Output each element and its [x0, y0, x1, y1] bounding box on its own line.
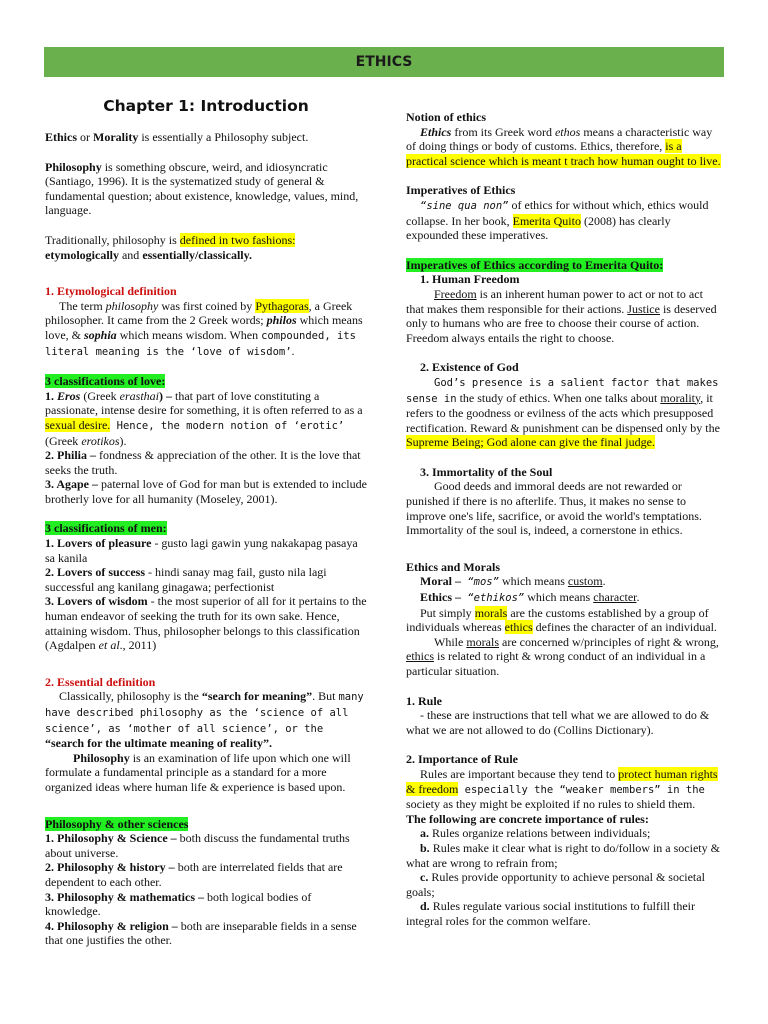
men-item-wisdom: 3. Lovers of wisdom - the most superior of all for it pertains to the human endeavor of seeking the truth for its own sake. Hence, attaining wisdom. Thus, philosopher belongs to this classification (Agdalpen et al., 2011)	[45, 594, 367, 653]
essential-text: Classically, philosophy is the “search for meaning”. But many have described philosophy as the ‘science of all science’, as ‘mother of all science’, or the “search for the ultimate meaning of reality”.	[45, 689, 364, 751]
importance-list-heading: The following are concrete importance of rules:	[406, 811, 649, 826]
love-item-eros: 1. Eros (Greek erasthai) – that part of love constituting a passionate, intense desire for something, it is often referred to as a sexual desire. Hence, the modern notion of ‘erotic’ (Greek erotikos).	[45, 388, 363, 448]
importance-text: Rules are important because they tend to protect human rights & freedom especially the “weaker members” in the society as they might be exploited if no rules to shield them.	[406, 766, 718, 812]
importance-item-d: d. Rules regulate various social institutions to fulfill their integral roles for the common welfare.	[406, 899, 695, 928]
paragraph-philosophy: Philosophy is something obscure, weird, and idiosyncratic (Santiago, 1996). It is the systematized study of general & fundamental question; about existence, knowledge, values, mind, language.	[45, 159, 359, 218]
banner-title: ETHICS	[355, 53, 413, 70]
moral-definition: Moral – “mos” which means custom.	[420, 574, 606, 589]
title-banner	[44, 47, 724, 77]
morals-while-text: While morals are concerned w/principles of right & wrong, ethics is related to right & wrong conduct of an individual in a particular situation.	[406, 634, 719, 678]
soul-text: Good deeds and immoral deeds are not rewarded or punished if there is no afterlife. Thus, it makes no sense to improve one's life, sacrifice, or avoid the world's temptations. Immortality of the soul is, indeed, a cornerstone in ethics.	[406, 479, 702, 538]
importance-item-a: a. Rules organize relations between individuals;	[420, 826, 651, 841]
ethics-definition: Ethics – “ethikos” which means character.	[420, 590, 640, 605]
notion-text: Ethics from its Greek word ethos means a characteristic way of doing things or body of customs. Ethics, therefore, is a practical science which is meant t trach how human ought to live.	[406, 124, 721, 168]
rule-heading: 1. Rule	[406, 693, 442, 708]
science-item-3: 3. Philosophy & mathematics – both logical bodies of knowledge.	[45, 889, 312, 919]
chapter-title: Chapter 1: Introduction	[103, 97, 309, 115]
imperatives-text: “sine qua non” of ethics for without which, ethics would collapse. In her book, Emerita Quito (2008) has clearly expounded these imperatives.	[406, 197, 709, 243]
importance-item-c: c. Rules provide opportunity to achieve personal & societal goals;	[406, 870, 705, 899]
love-heading: 3 classifications of love:	[45, 374, 166, 389]
science-item-4: 4. Philosophy & religion – both are inseparable fields in a sense that one justifies the other.	[45, 918, 357, 948]
importance-item-b: b. Rules make it clear what is right to do/follow in a society & what are wrong to refrain from;	[406, 840, 720, 870]
freedom-heading: 1. Human Freedom	[420, 272, 520, 287]
left-column	[45, 96, 367, 948]
morals-simply-text: Put simply morals are the customs established by a group of individuals whereas ethics defines the character of an individual.	[406, 605, 717, 635]
importance-heading: 2. Importance of Rule	[406, 752, 518, 767]
etymological-text: The term philosophy was first coined by Pythagoras, a Greek philosopher. It came from the 2 Greek words; philos which means love, & sophia which means wisdom. When compounded, its literal meaning is the ‘love of wisdom’.	[45, 298, 363, 358]
men-item-success: 2. Lovers of success - hindi sanay mag fail, gusto nila lagi successful ang kanilang ginagawa; perfectionist	[45, 565, 327, 594]
men-item-pleasure: 1. Lovers of pleasure - gusto lagi gawin yung nakakapag pasaya sa kanila	[45, 536, 358, 565]
love-item-agape: 3. Agape – paternal love of God for man but is extended to include brotherly love for all humanity (Moseley, 2001).	[45, 477, 367, 506]
sciences-heading: Philosophy & other sciences	[45, 816, 189, 831]
science-item-2: 2. Philosophy & history – both are interrelated fields that are dependent to each other.	[45, 860, 343, 889]
notion-heading: Notion of ethics	[406, 110, 486, 124]
paragraph-traditionally: Traditionally, philosophy is defined in two fashions: etymologically and essentially/classically.	[45, 232, 296, 262]
right-column	[406, 110, 722, 929]
quito-heading: Imperatives of Ethics according to Emerita Quito:	[406, 257, 664, 272]
science-item-1: 1. Philosophy & Science – both discuss the fundamental truths about universe.	[45, 831, 350, 860]
god-text: God’s presence is a salient factor that makes sense in the study of ethics. When one talks about morality, it refers to the goodness or evilness of the acts which presupposed rectification. Reward & punishment can be dispensed only by the Supreme Being; God alone can give the final judge.	[406, 376, 720, 450]
paragraph-ethics: Ethics or Morality is essentially a Philosophy subject.	[45, 130, 309, 144]
rule-text: - these are instructions that tell what we are allowed to do & what we are not allowed to do (Collins Dictionary).	[406, 708, 710, 737]
freedom-text: Freedom is an inherent human power to act or not to act that makes them responsible for their actions. Justice is deserved only to humans who are free to choose their course of action. Freedom always entails the right to choose.	[406, 286, 717, 345]
imperatives-heading: Imperatives of Ethics	[406, 183, 516, 198]
god-heading: 2. Existence of God	[420, 360, 519, 375]
morals-heading: Ethics and Morals	[406, 559, 501, 574]
love-item-philia: 2. Philia – fondness & appreciation of the other. It is the love that seeks the truth.	[45, 448, 361, 477]
etymological-heading: 1. Etymological definition	[45, 284, 177, 299]
essential-heading: 2. Essential definition	[45, 674, 156, 689]
soul-heading: 3. Immortality of the Soul	[420, 464, 553, 479]
men-heading: 3 classifications of men:	[45, 521, 167, 536]
essential-text-2: Philosophy is an examination of life upon which one will formulate a fundamental principle as a standard for a more organized ideas where human life & experience is based upon.	[45, 750, 351, 794]
